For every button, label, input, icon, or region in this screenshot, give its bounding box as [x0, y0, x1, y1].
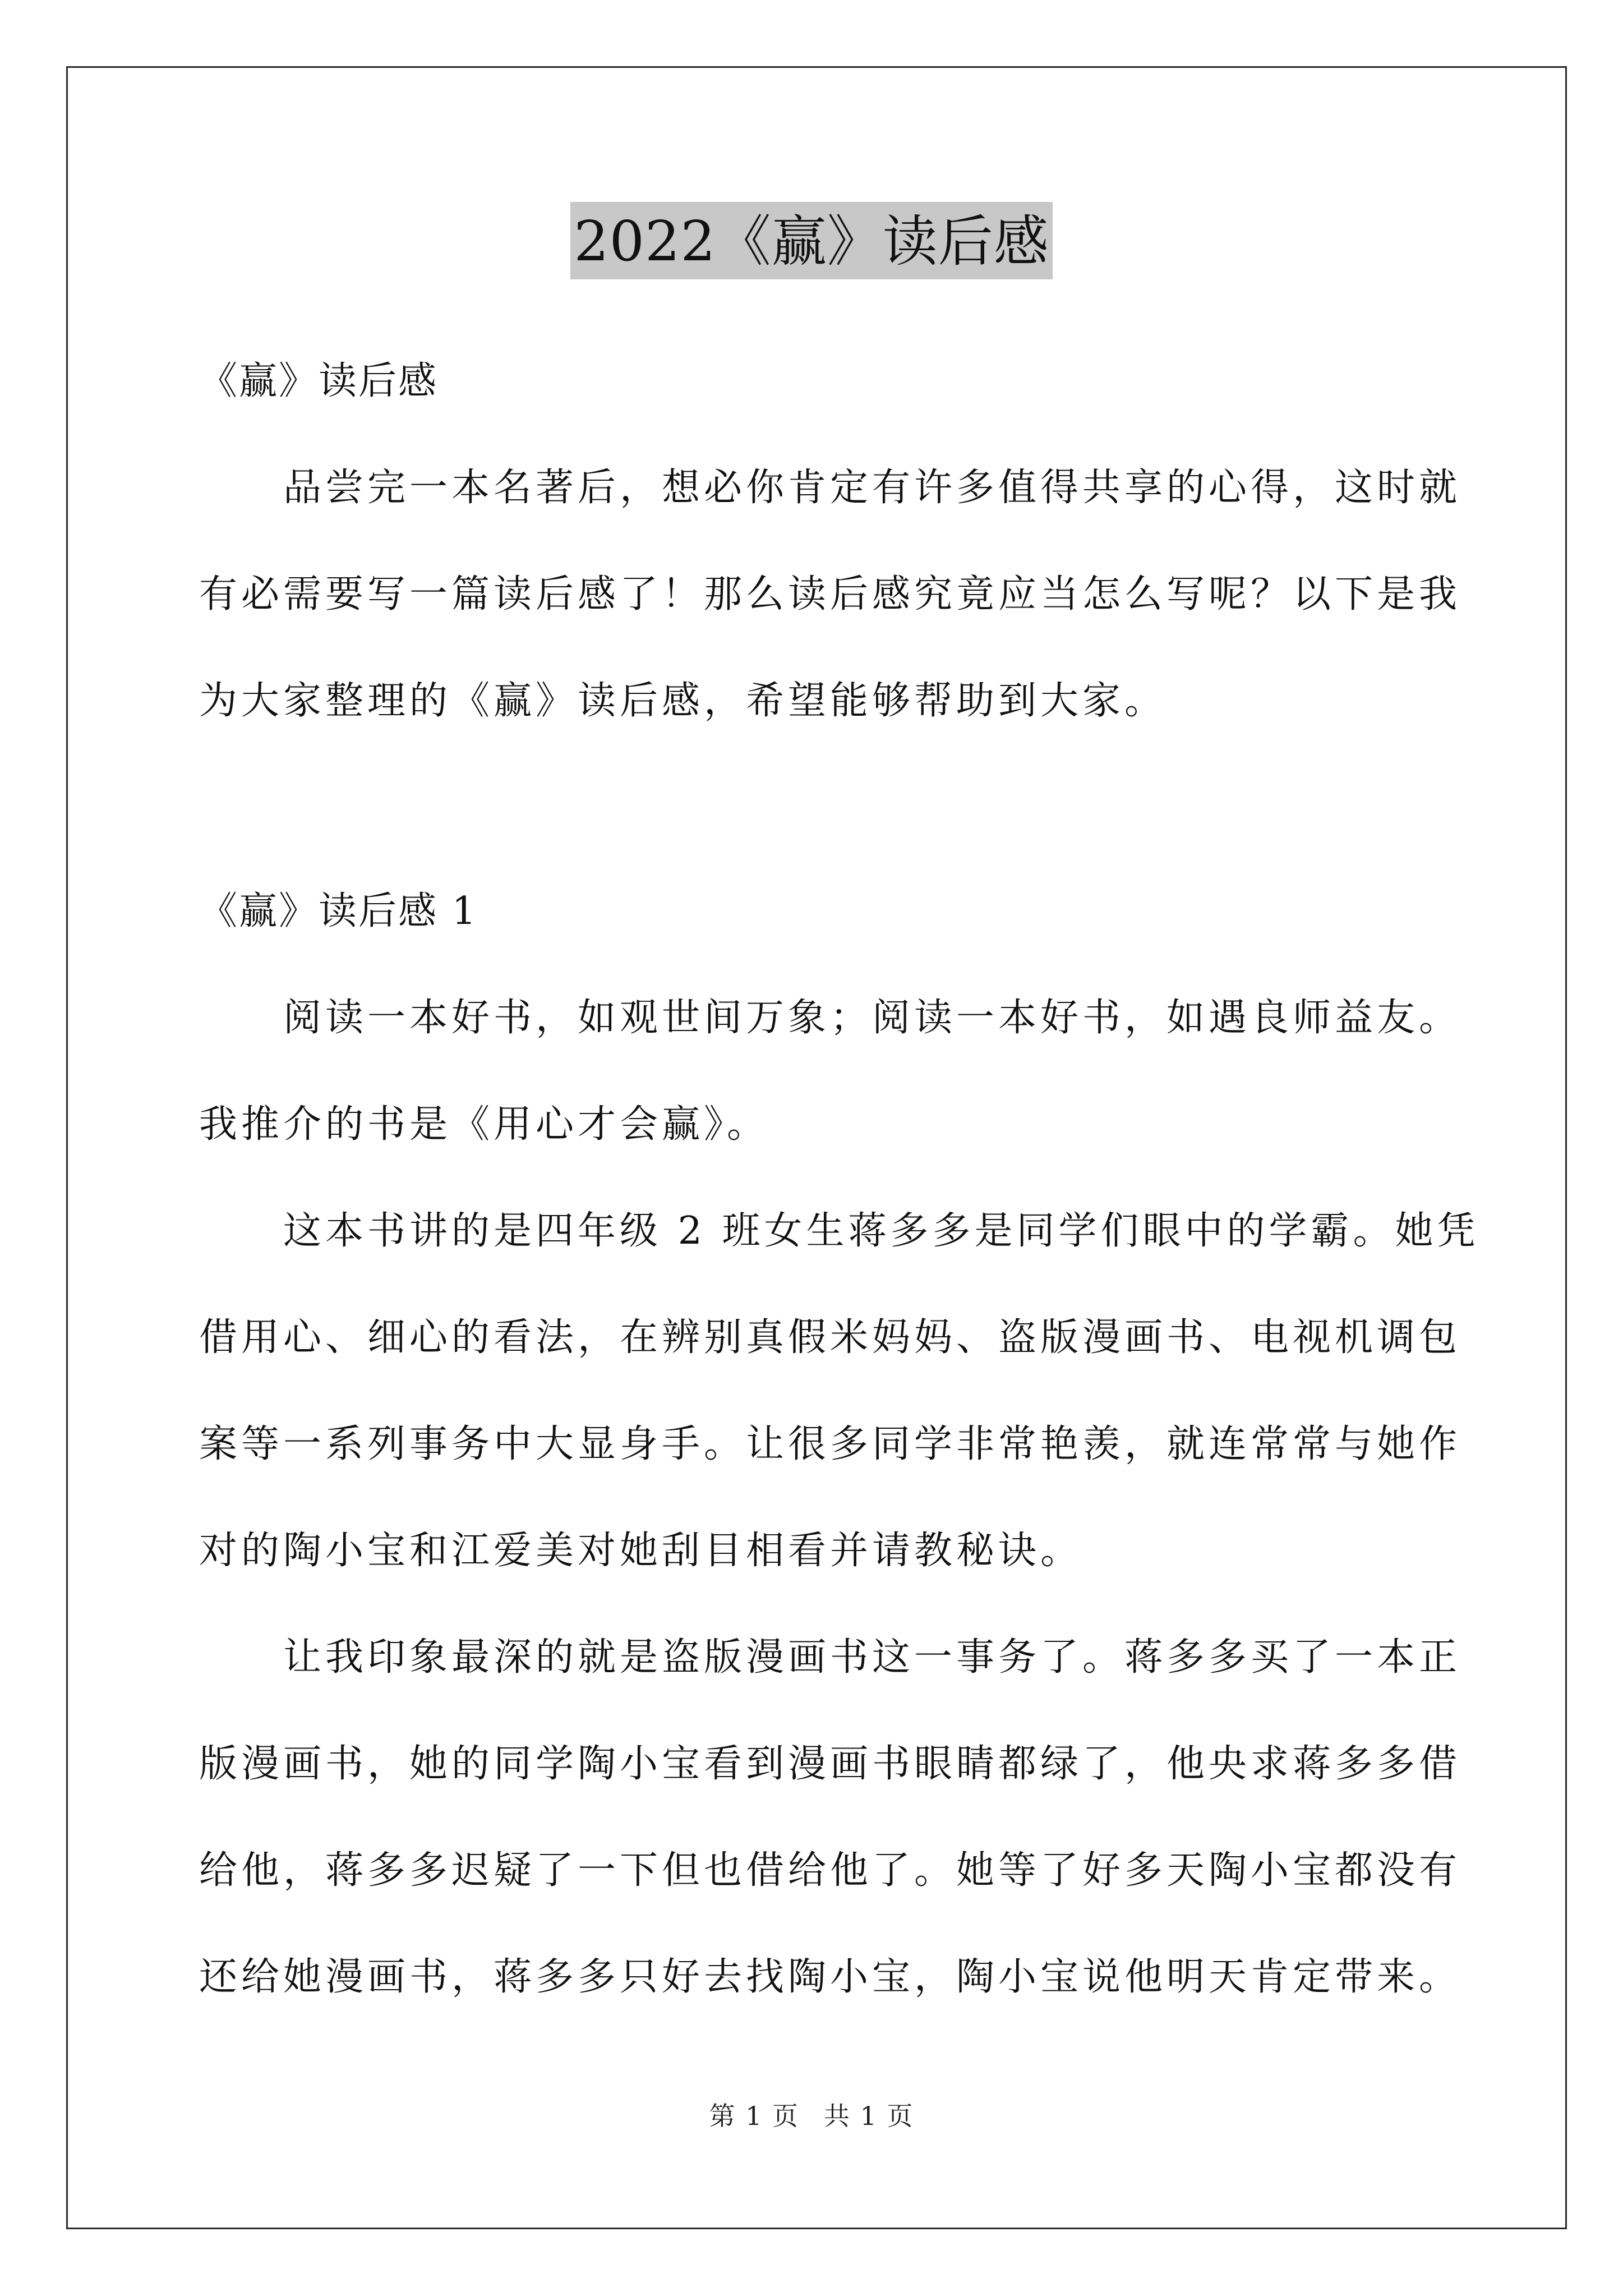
intro-heading: 《赢》读后感 — [199, 359, 439, 403]
page-number: 第 1 页 — [709, 2101, 799, 2131]
paragraph-line: 还给她漫画书，蒋多多只好去找陶小宝，陶小宝说他明天肯定带来。 — [199, 1955, 1461, 1999]
paragraph-line: 对的陶小宝和江爱美对她刮目相看并请教秘诀。 — [199, 1529, 1083, 1573]
paragraph-line: 给他，蒋多多迟疑了一下但也借给他了。她等了好多天陶小宝都没有 — [199, 1848, 1461, 1893]
paragraph-line: 案等一系列事务中大显身手。让很多同学非常艳羡，就连常常与她作 — [199, 1422, 1461, 1466]
paragraph-line: 版漫画书，她的同学陶小宝看到漫画书眼睛都绿了，他央求蒋多多借 — [199, 1742, 1461, 1786]
paragraph-line: 阅读一本好书，如观世间万象；阅读一本好书，如遇良师益友。 — [283, 996, 1461, 1040]
intro-line: 品尝完一本名著后，想必你肯定有许多值得共享的心得，这时就 — [283, 466, 1461, 510]
page-footer — [0, 2099, 1623, 2133]
intro-line: 有必需要写一篇读后感了！那么读后感究竟应当怎么写呢？以下是我 — [199, 572, 1461, 616]
paragraph-line: 借用心、细心的看法，在辨别真假米妈妈、盗版漫画书、电视机调包 — [199, 1315, 1461, 1360]
section-heading: 《赢》读后感 1 — [199, 889, 478, 933]
title-container — [0, 202, 1623, 279]
intro-line: 为大家整理的《赢》读后感，希望能够帮助到大家。 — [199, 679, 1167, 723]
paragraph-line: 让我印象最深的就是盗版漫画书这一事务了。蒋多多买了一本正 — [283, 1635, 1461, 1680]
paragraph-line: 这本书讲的是四年级 2 班女生蒋多多是同学们眼中的学霸。她凭 — [283, 1209, 1479, 1253]
document-title: 2022《赢》读后感 — [570, 202, 1052, 279]
paragraph-line: 我推介的书是《用心才会赢》。 — [199, 1102, 769, 1147]
total-pages: 共 1 页 — [824, 2101, 914, 2131]
